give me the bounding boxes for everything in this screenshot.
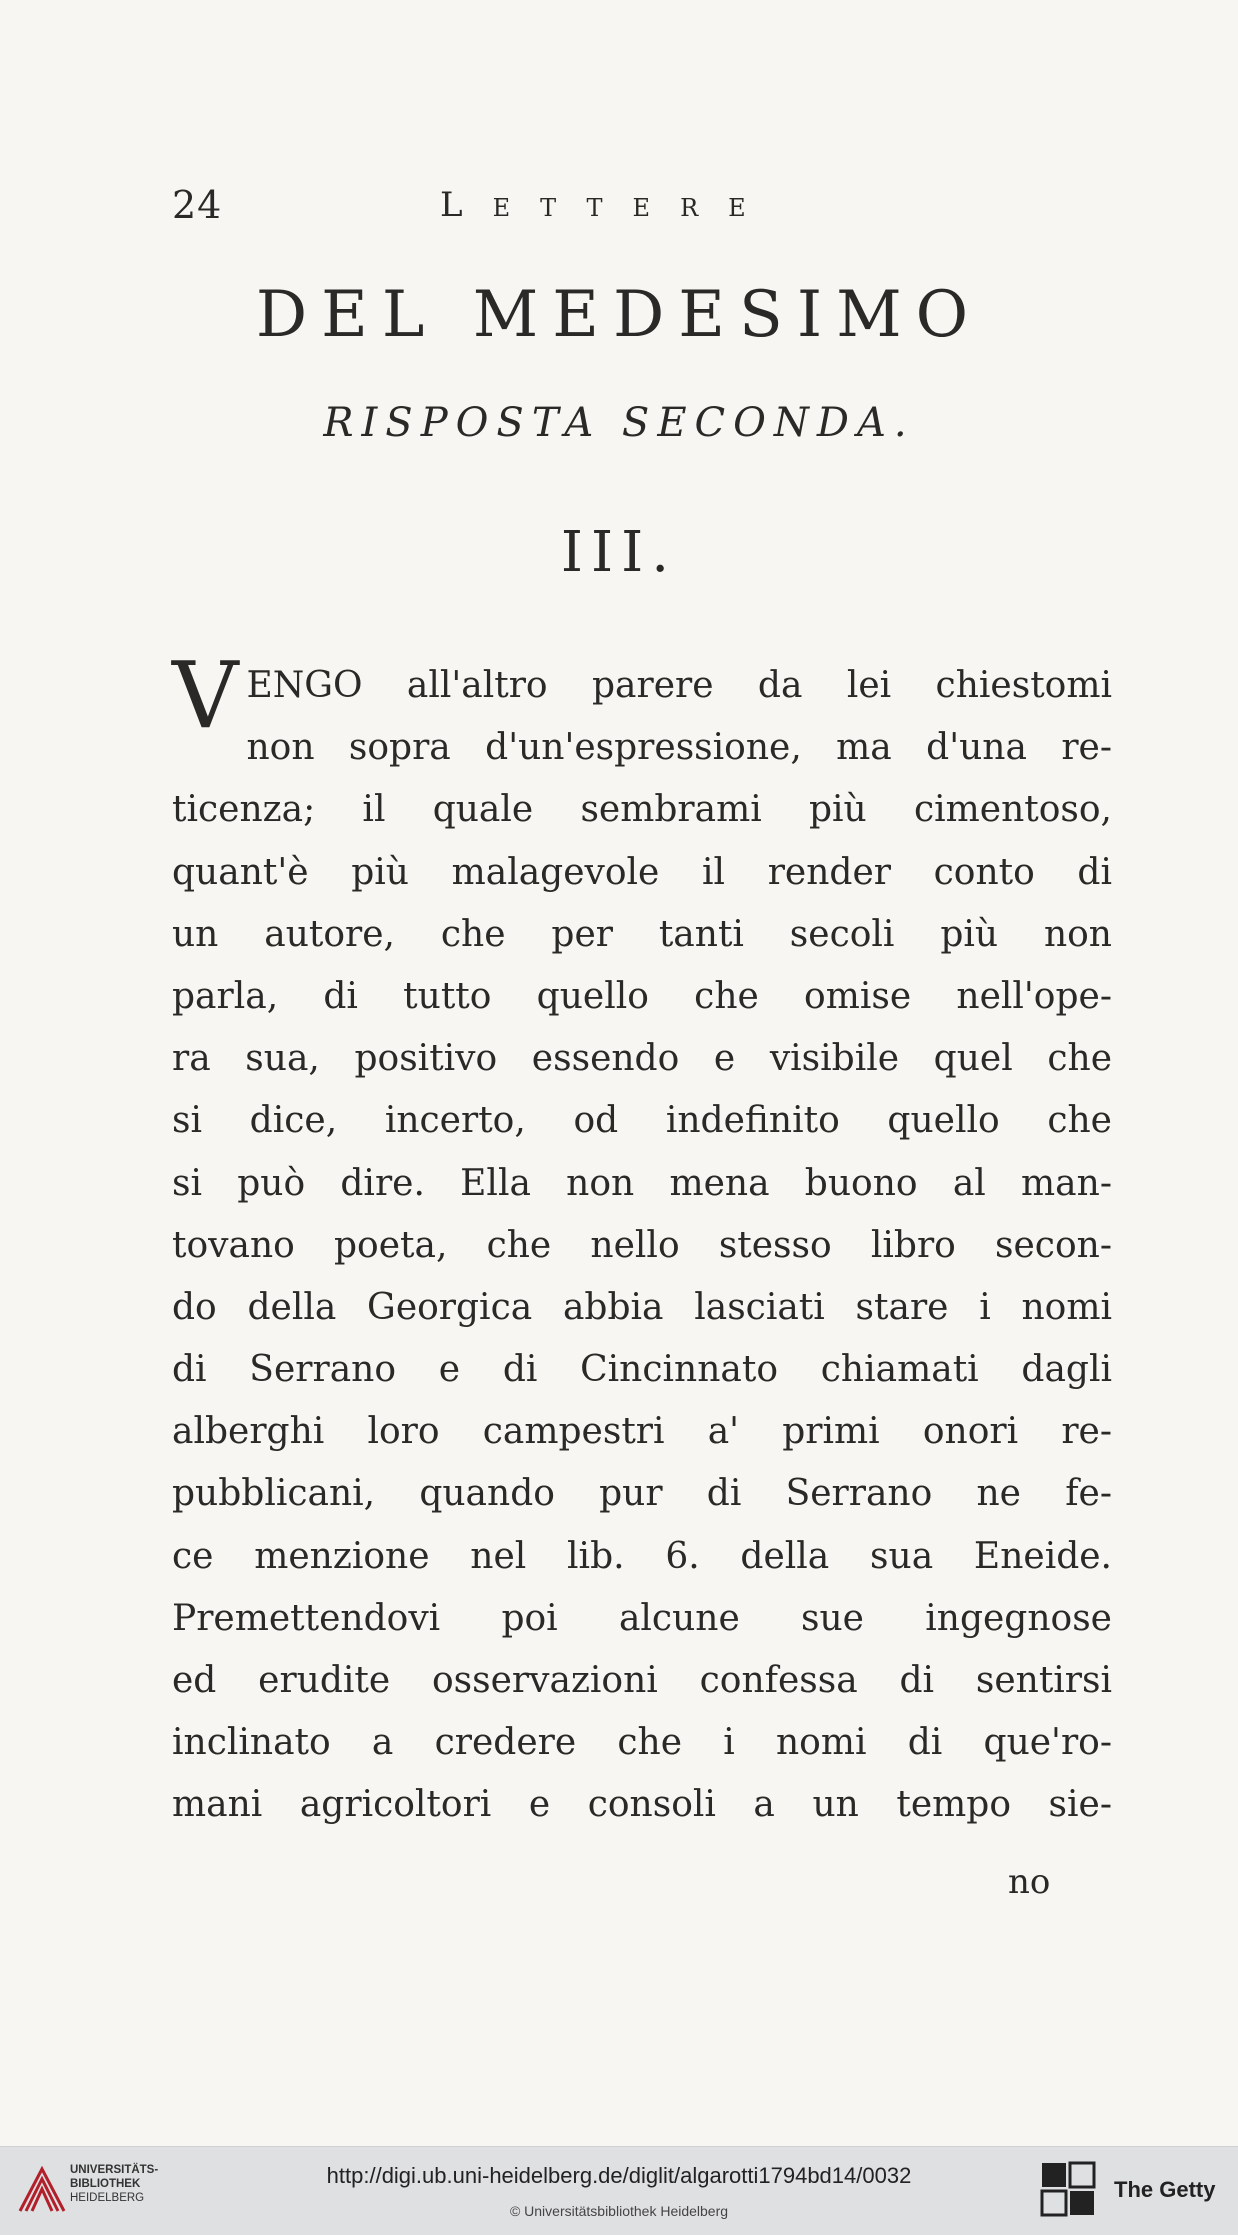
partner-name: The Getty <box>1114 2177 1216 2202</box>
section-title: DEL MEDESIMO <box>255 278 983 352</box>
letter-body <box>172 642 1112 1837</box>
viewer-footer <box>0 2146 1238 2235</box>
text-line: ENGO all'altro parere da lei chiestomi <box>246 665 1112 706</box>
text-line: mani agricoltori e consoli a un tempo sie- <box>172 1784 1112 1826</box>
copyright-notice: © Universitätsbibliothek Heidelberg <box>509 2203 729 2219</box>
text-line: ed erudite osservazioni confessa di sentirsi <box>172 1660 1112 1701</box>
running-head <box>172 183 1112 233</box>
drop-cap: V <box>172 642 239 749</box>
text-line: ticenza; il quale sembrami più cimentoso, <box>172 789 1112 831</box>
getty-logo-icon <box>1040 2161 1096 2217</box>
text-line: ra sua, positivo essendo e visibile quel che <box>172 1038 1112 1080</box>
text-line: tovano poeta, che nello stesso libro secon- <box>172 1224 1112 1266</box>
text-line: non sopra d'un'espressione, ma d'una re- <box>246 727 1112 769</box>
catchword: no <box>1008 1862 1051 1902</box>
text-line: ce menzione nel lib. 6. della sua Eneide. <box>172 1535 1112 1577</box>
permalink-url[interactable]: http://digi.ub.uni-heidelberg.de/diglit/algarotti1794bd14/0032 <box>326 2163 912 2188</box>
running-head-title: Lettere <box>440 185 776 225</box>
text-line: di Serrano e di Cincinnato chiamati dagli <box>172 1349 1112 1391</box>
text-line: do della Georgica abbia lasciati stare i nomi <box>172 1286 1112 1328</box>
text-line: parla, di tutto quello che omise nell'ope- <box>172 975 1112 1017</box>
text-line: si può dire. Ella non mena buono al man- <box>172 1162 1112 1204</box>
section-subtitle: RISPOSTA SECONDA. <box>323 400 915 446</box>
text-line: quant'è più malagevole il render conto di <box>172 851 1112 893</box>
text-line: Premettendovi poi alcune sue ingegnose <box>172 1597 1112 1639</box>
text-line: alberghi loro campestri a' primi onori re- <box>172 1411 1112 1453</box>
library-name: UNIVERSITÄTS- BIBLIOTHEK HEIDELBERG <box>70 2164 159 2204</box>
letter-number: III. <box>560 520 678 585</box>
text-line: inclinato a credere che i nomi di que'ro- <box>172 1722 1112 1764</box>
page-number: 24 <box>172 183 223 227</box>
text-line: si dice, incerto, od indefinito quello che <box>172 1100 1112 1142</box>
text-line: pubblicani, quando pur di Serrano ne fe- <box>172 1473 1112 1515</box>
text-line: un autore, che per tanti secoli più non <box>172 913 1112 955</box>
